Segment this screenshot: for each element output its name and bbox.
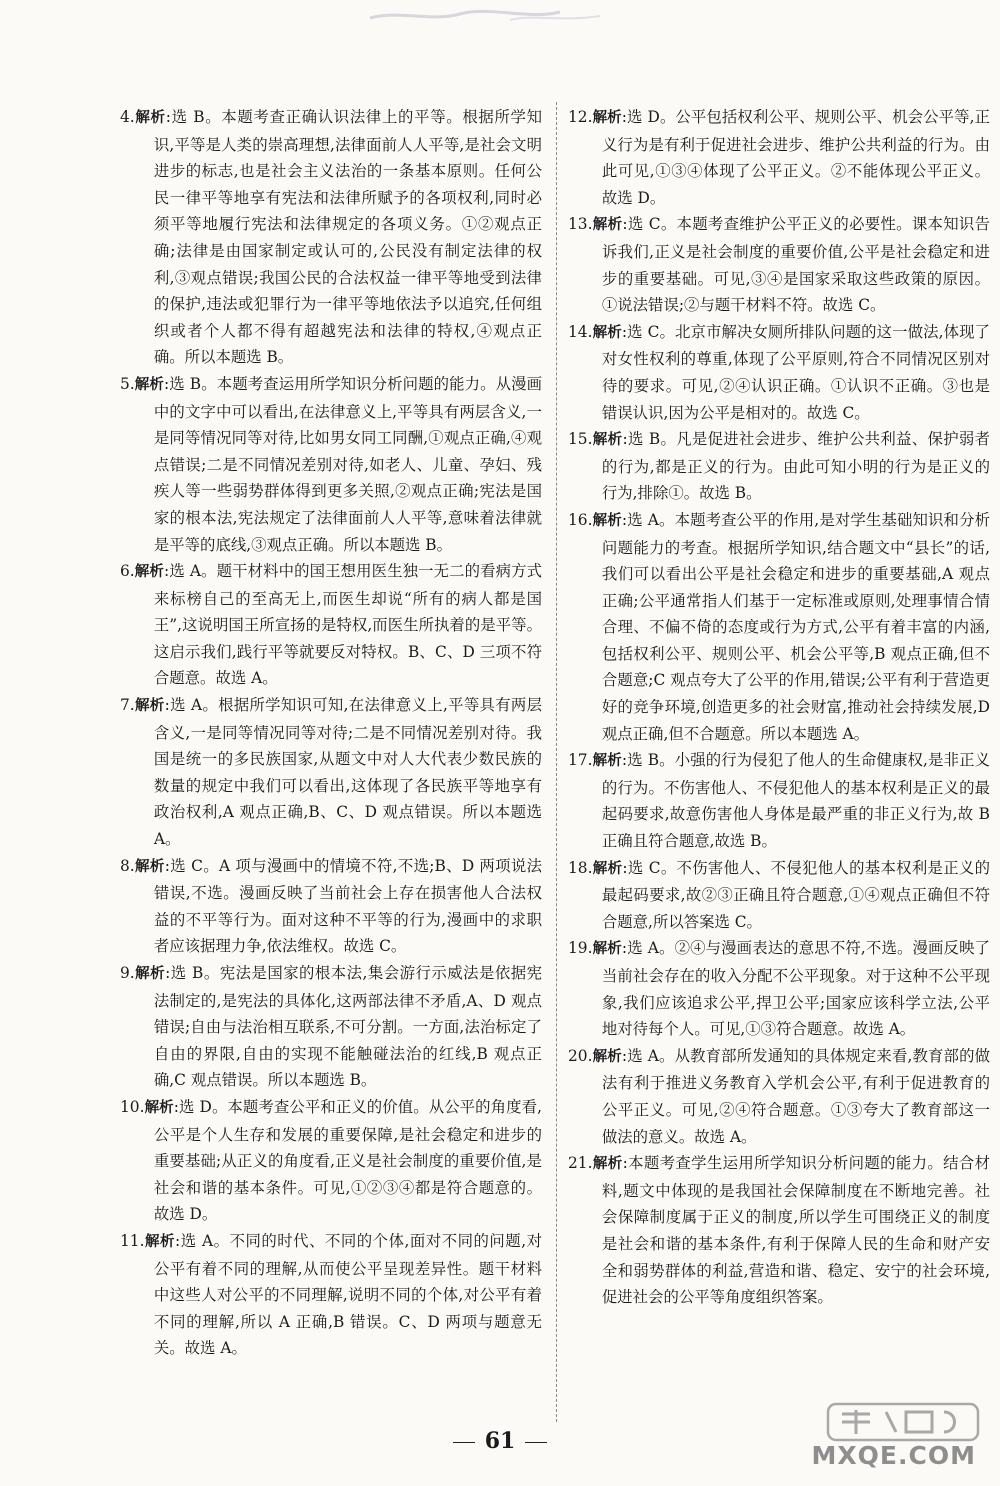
item-number: 11. — [120, 1231, 145, 1250]
item-text: :选 A。根据所学知识可知,在法律意义上,平等具有两层含义,一是同等情况同等对待;二是不同情况差别对待。我国是统一的多民族国家,从题文中对人大代表少数民族的数量的规定中我们可以看出,这体现了各民族平等地享有政治权利,A 观点正确,B、C、D 观点错误。所以本题选 A。 — [153, 696, 542, 849]
watermark-text: MXQE.COM — [811, 1441, 976, 1470]
item-text: :选 B。凡是促进社会进步、维护公共利益、保护弱者的行为,都是正义的行为。由此可知小明的行为是正义的行为,排除①。故选 B。 — [601, 430, 991, 503]
answer-item — [120, 960, 542, 1094]
answer-item — [568, 855, 990, 936]
answer-item — [120, 853, 542, 960]
item-text: :选 A。本题考查公平的作用,是对学生基础知识和分析问题能力的考查。根据所学知识,结合题文中“县长”的话,我们可以看出公平是社会稳定和进步的重要基础,A 观点正确;公平通常指人们基于一定标准或原则,处理事情合情合理、不偏不倚的态度或行为方式,公平有着丰富的内涵,包括权利公平、规则公平、机会公平等,B 观点正确,但不合题意;C 观点夸大了公平的作用,错误;公平有利于营造更好的竞争环境,创造更多的社会财富,推动社会持续发展,D 观点正确,但不合题意。所以本题选 A。 — [601, 510, 991, 743]
analysis-tag: 解析 — [134, 110, 166, 126]
item-text: :选 C。不伤害他人、不侵犯他人的基本权利是正义的最起码要求,故②③正确且符合题意,①④观点正确但不符合题意,所以答案选 C。 — [601, 858, 991, 931]
answer-item — [568, 211, 990, 318]
item-number: 17. — [568, 751, 593, 770]
item-number: 21. — [568, 1154, 593, 1173]
analysis-tag: 解析 — [134, 376, 165, 393]
item-text: :选 A。从教育部所发通知的具体规定来看,教育部的做法有利于推进义务教育入学机会公平,有利于促进教育的公平正义。可见,②④符合题意。①③夸大了教育部这一做法的意义。故选 A。 — [601, 1046, 991, 1146]
answer-item — [568, 426, 990, 507]
analysis-tag: 解析 — [144, 1099, 174, 1116]
answer-item — [120, 558, 542, 692]
item-text: :本题考查学生运用所学知识分析问题的能力。结合材料,题文中体现的是我国社会保障制度在不断地完善。社会保障制度属于正义的制度,所以学生可围绕正义的制度是社会和谐的基本条件,有利于保障人民的生命和财产安全和弱势群体的利益,营造和谐、稳定、安宁的社会环境,促进社会的公平等角度组织答案。 — [601, 1154, 990, 1307]
item-number: 6. — [120, 562, 135, 581]
item-text: :选 B。本题考查运用所学知识分析问题的能力。从漫画中的文字中可以看出,在法律意义上,平等具有两层含义,一是同等情况同等对待,比如男女同工同酬,①观点正确,④观点错误;二是不同情况差别对待,如老人、儿童、孕妇、残疾人等一些弱势群体得到更多关照,②观点正确;宪法是国家的根本法,宪法规定了法律面前人人平等,意味着法律就是平等的底线,③观点正确。所以本题选 B。 — [153, 374, 543, 554]
item-text: :选 A。题干材料中的国王想用医生独一无二的看病方式来标榜自己的至高无上,而医生却说“所有的病人都是国王”,这说明国王所宣扬的是特权,而医生所执着的是平等。这启示我们,践行平等就要反对特权。B、C、D 三项不符合题意。故选 A。 — [153, 562, 542, 688]
analysis-tag: 解析 — [592, 110, 622, 126]
item-text: :选 C。北京市解决女厕所排队问题的这一做法,体现了对女性权利的尊重,体现了公平原则,符合不同情况区别对待的要求。可见,②④认识正确。①认识不正确。③也是错误认识,因为公平是相对的。故选 C。 — [601, 322, 990, 422]
answer-item — [568, 319, 990, 426]
answer-item — [568, 1150, 990, 1311]
analysis-tag: 解析 — [134, 564, 165, 581]
column-divider — [556, 102, 557, 1422]
answer-item — [568, 507, 990, 747]
item-text: :选 D。本题考查公平和正义的价值。从公平的角度看,公平是个人生存和发展的重要保障,是社会稳定和进步的重要基础;从正义的角度看,正义是社会制度的重要价值,是社会和谐的基本条件。可见,①②③④都是符合题意的。故选 D。 — [153, 1097, 542, 1224]
item-number: 19. — [568, 939, 593, 958]
item-text: :选 C。本题考查维护公平正义的必要性。课本知识告诉我们,正义是社会制度的重要价值,公平是社会稳定和进步的重要基础。可见,③④是国家采取这些政策的原因。①说法错误;②与题干材料不符。故选 C。 — [601, 215, 991, 315]
page-number-text: 61 — [484, 1428, 516, 1454]
item-number: 12. — [568, 108, 593, 126]
page-number-dash-left — [453, 1442, 475, 1443]
analysis-tag: 解析 — [592, 941, 622, 958]
analysis-tag: 解析 — [134, 858, 165, 875]
item-text: :选 B。宪法是国家的根本法,集会游行示威法是依据宪法制定的,是宪法的具体化,这两部法律不矛盾,A、D 观点错误;自由与法治相互联系,不可分割。一方面,法治标定了自由的界限,自由的实现不能触碰法治的红线,B 观点正确,C 观点错误。所以本题选 B。 — [153, 964, 543, 1090]
answer-item — [568, 104, 990, 211]
answer-item — [120, 371, 542, 558]
analysis-tag: 解析 — [592, 512, 622, 529]
item-number: 9. — [120, 964, 135, 982]
analysis-tag: 解析 — [592, 432, 623, 449]
watermark-logo — [798, 1398, 994, 1480]
right-column — [568, 104, 990, 1311]
item-text: :选 B。小强的行为侵犯了他人的生命健康权,是非正义的行为。不伤害他人、不侵犯他人的基本权利是正义的最起码要求,故意伤害他人身体是最严重的非正义行为,故 B 正确且符合题意,故选 B。 — [601, 751, 990, 851]
analysis-tag: 解析 — [144, 1233, 176, 1250]
analysis-tag: 解析 — [134, 966, 166, 982]
analysis-tag: 解析 — [592, 860, 623, 877]
answer-item — [568, 747, 990, 854]
item-number: 8. — [120, 856, 135, 875]
answer-item — [120, 1228, 542, 1362]
item-number: 18. — [568, 858, 593, 877]
answer-item — [568, 935, 990, 1042]
item-number: 20. — [568, 1046, 593, 1065]
scan-smudge — [360, 6, 620, 26]
analysis-tag: 解析 — [592, 217, 623, 234]
analysis-tag: 解析 — [592, 1048, 622, 1065]
item-number: 14. — [568, 322, 593, 341]
left-column — [120, 104, 542, 1362]
item-number: 10. — [120, 1097, 145, 1116]
answer-item — [120, 1094, 542, 1228]
answer-item — [568, 1043, 990, 1150]
item-text: :选 A。②④与漫画表达的意思不符,不选。漫画反映了当前社会存在的收入分配不公平现象。对于这种不公平现象,我们应该追求公平,捍卫公平;国家应该科学立法,公平地对待每个人。可见,①③符合题意。故选 A。 — [601, 939, 991, 1039]
page-number-dash-right — [525, 1442, 547, 1443]
answer-item — [120, 104, 542, 371]
item-number: 5. — [120, 374, 135, 393]
analysis-tag: 解析 — [134, 698, 165, 715]
item-number: 4. — [120, 108, 135, 126]
item-number: 7. — [120, 696, 135, 715]
answer-item — [120, 692, 542, 853]
analysis-tag: 解析 — [592, 1156, 623, 1173]
item-number: 15. — [568, 430, 593, 449]
item-text: :选 B。本题考查正确认识法律上的平等。根据所学知识,平等是人类的崇高理想,法律面前人人平等,是社会文明进步的标志,也是社会主义法治的一条基本原则。任何公民一律平等地享有宪法和法律所赋予的各项权利,同时必须平等地履行宪法和法律规定的各项义务。①②观点正确;法律是由国家制定或认可的,公民没有制定法律的权利,③观点错误;我国公民的合法权益一律平等地受到法律的保护,违法或犯罪行为一律平等地依法予以追究,任何组织或者个人都不得有超越宪法和法律的特权,④观点正确。所以本题选 B。 — [153, 108, 543, 367]
analysis-tag: 解析 — [592, 324, 622, 341]
analysis-tag: 解析 — [592, 753, 622, 770]
item-number: 16. — [568, 510, 593, 529]
item-number: 13. — [568, 215, 593, 234]
item-text: :选 A。不同的时代、不同的个体,面对不同的问题,对公平有着不同的理解,从而使公平呈现差异性。题干材料中这些人对公平的不同理解,说明不同的个体,对公平有着不同的理解,所以 A 正确,B 错误。C、D 两项与题意无关。故选 A。 — [153, 1231, 543, 1358]
item-text: :选 C。A 项与漫画中的情境不符,不选;B、D 两项说法错误,不选。漫画反映了当前社会上存在损害他人合法权益的不平等行为。面对这种不平等的行为,漫画中的求职者应该据理力争,依法维权。故选 C。 — [153, 856, 543, 956]
item-text: :选 D。公平包括权利公平、规则公平、机会公平等,正义行为是有利于促进社会进步、维护公共利益的行为。由此可见,①③④体现了公平正义。②不能体现公平正义。故选 D。 — [601, 108, 990, 207]
